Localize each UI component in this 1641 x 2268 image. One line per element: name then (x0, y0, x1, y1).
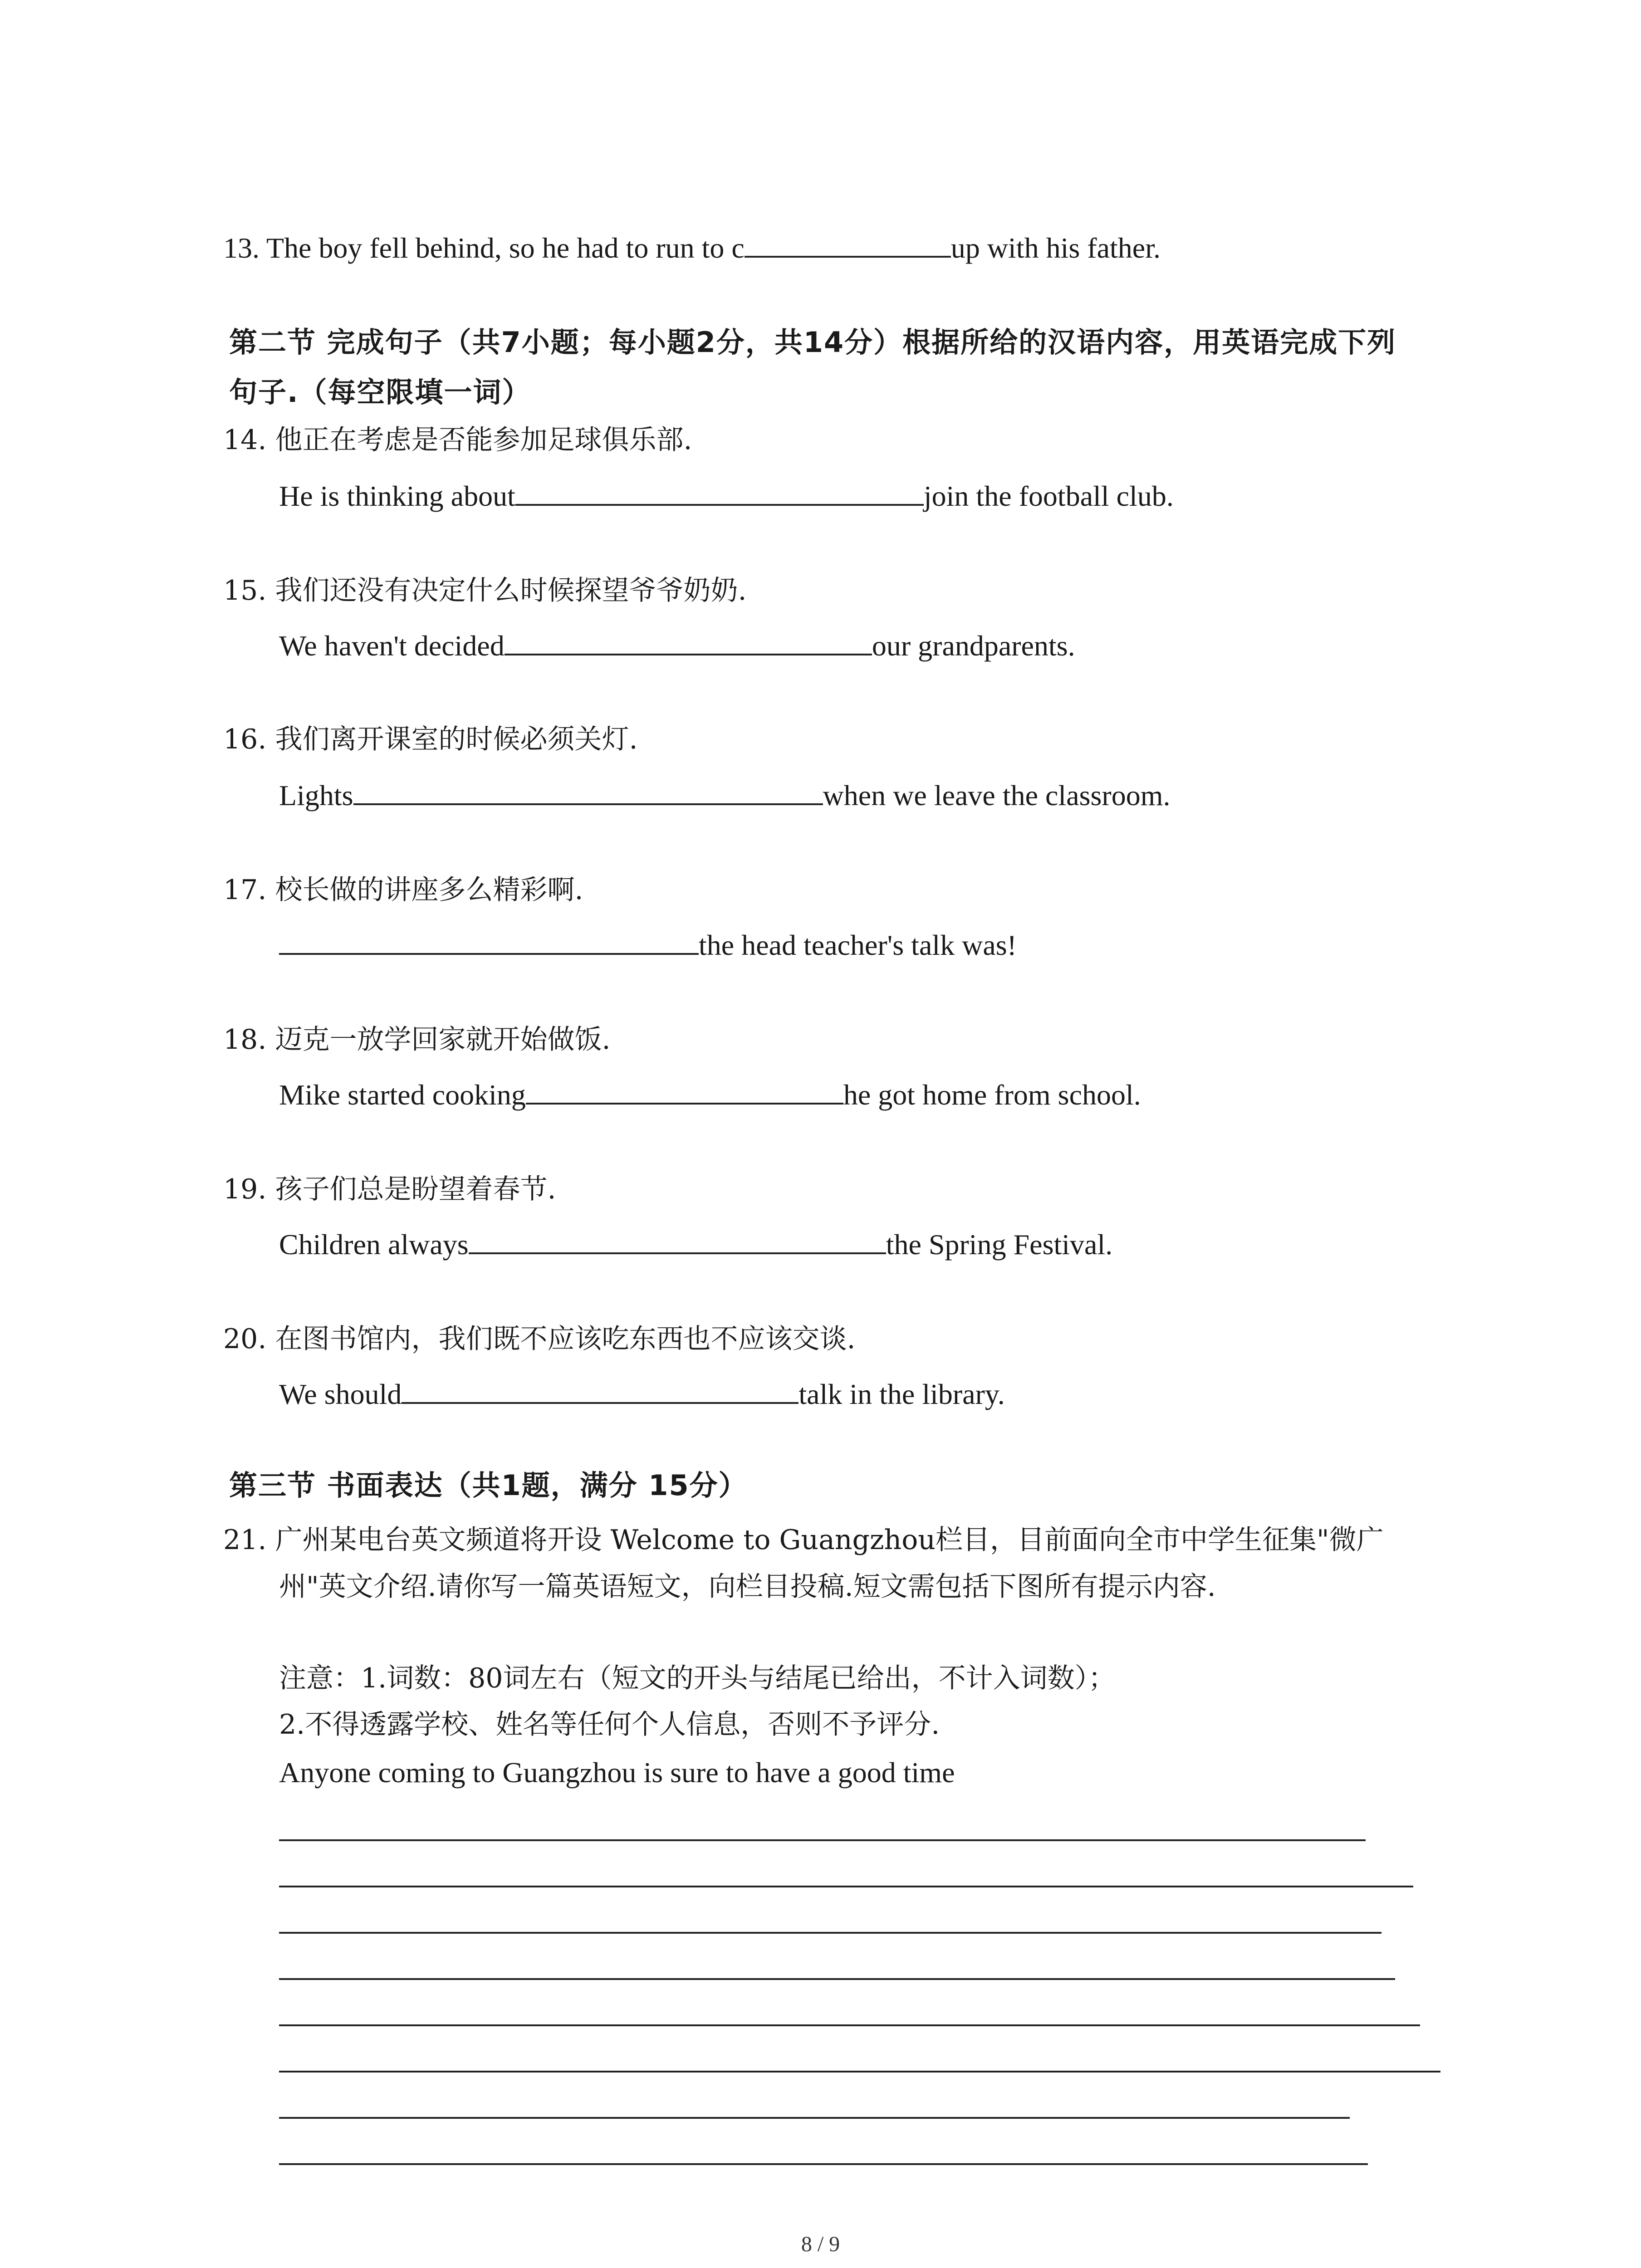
question-text-before: The boy fell behind, so he had to run to c (266, 232, 745, 264)
answer-blank[interactable] (402, 1372, 798, 1404)
question-18-chinese (223, 1022, 611, 1058)
question-number: 15. (223, 575, 267, 606)
question-text-after: up with his father. (950, 232, 1161, 264)
sentence-after: join the football club. (923, 480, 1174, 512)
question-17-chinese (223, 872, 583, 908)
chinese-prompt: 校长做的讲座多么精彩啊. (275, 874, 583, 906)
sentence-before: We should (279, 1378, 402, 1410)
writing-opening-sentence: Anyone coming to Guangzhou is sure to have a good time (279, 1756, 955, 1789)
question-13 (223, 226, 1161, 266)
answer-blank[interactable] (505, 624, 872, 655)
answer-blank[interactable] (515, 474, 924, 506)
sentence-after: he got home from school. (843, 1079, 1141, 1111)
sentence-before: Children always (279, 1228, 469, 1261)
writing-answer-line[interactable] (279, 2024, 1420, 2026)
question-20-chinese (223, 1321, 856, 1357)
question-14-sentence (279, 474, 1174, 514)
chinese-prompt: 孩子们总是盼望着春节. (275, 1173, 556, 1205)
answer-blank[interactable] (526, 1073, 843, 1105)
sentence-after: our grandparents. (872, 630, 1075, 662)
sentence-after: when we leave the classroom. (823, 779, 1171, 811)
writing-answer-line[interactable] (279, 1932, 1381, 1934)
question-number: 14. (223, 424, 267, 456)
chinese-prompt: 迈克一放学回家就开始做饭. (275, 1024, 611, 1056)
question-number: 19. (223, 1173, 267, 1205)
writing-prompt: 广州某电台英文频道将开设 Welcome to Guangzhou栏目，目前面向全市中学生征集"微广 (275, 1524, 1384, 1556)
writing-answer-line[interactable] (279, 1839, 1366, 1841)
question-15-sentence (279, 624, 1075, 664)
question-14-chinese (223, 422, 692, 458)
sentence-after: the Spring Festival. (886, 1228, 1113, 1261)
writing-answer-line[interactable] (279, 1978, 1395, 1980)
sentence-before: Lights (279, 779, 353, 811)
answer-blank[interactable] (279, 923, 699, 955)
writing-answer-line[interactable] (279, 2071, 1440, 2072)
answer-blank[interactable] (745, 226, 951, 258)
sentence-before: Mike started cooking (279, 1079, 526, 1111)
sentence-after: talk in the library. (798, 1378, 1005, 1410)
chinese-prompt: 在图书馆内，我们既不应该吃东西也不应该交谈. (275, 1323, 856, 1355)
question-21-prompt-line-1 (223, 1522, 1384, 1558)
chinese-prompt: 我们还没有决定什么时候探望爷爷奶奶. (275, 575, 747, 606)
writing-answer-line[interactable] (279, 2163, 1368, 2165)
question-20-sentence (279, 1372, 1005, 1413)
writing-note-2: 2.不得透露学校、姓名等任何个人信息，否则不予评分. (279, 1709, 940, 1740)
section-2-heading (229, 318, 1454, 417)
writing-answer-line[interactable] (279, 2117, 1350, 2119)
question-number: 18. (223, 1024, 267, 1056)
question-number: 21. (223, 1524, 267, 1556)
question-17-sentence (279, 923, 1017, 963)
answer-blank[interactable] (353, 773, 823, 805)
section-heading-line: 第二节 完成句子（共7小题；每小题2分，共14分）根据所给的汉语内容，用英语完成下列 (229, 326, 1396, 359)
writing-note-1: 注意：1.词数：80词左右（短文的开头与结尾已给出，不计入词数）； (279, 1662, 1116, 1694)
question-number: 17. (223, 874, 267, 906)
question-number: 16. (223, 723, 267, 755)
chinese-prompt: 他正在考虑是否能参加足球俱乐部. (275, 424, 692, 456)
question-18-sentence (279, 1073, 1141, 1113)
question-16-sentence (279, 773, 1171, 814)
question-19-chinese (223, 1171, 556, 1207)
chinese-prompt: 我们离开课室的时候必须关灯. (275, 723, 638, 755)
question-19-sentence (279, 1222, 1112, 1263)
sentence-before: We haven't decided (279, 630, 505, 662)
question-16-chinese (223, 721, 638, 758)
question-21-prompt-line-2: 州"英文介绍.请你写一篇英语短文，向栏目投稿.短文需包括下图所有提示内容. (279, 1571, 1216, 1603)
page-number: 8 / 9 (801, 2232, 840, 2256)
question-number: 20. (223, 1323, 267, 1355)
sentence-after: the head teacher's talk was! (699, 929, 1017, 961)
question-15-chinese (223, 572, 747, 609)
answer-blank[interactable] (469, 1222, 886, 1254)
section-3-heading: 第三节 书面表达（共1题，满分 15分） (229, 1469, 748, 1502)
writing-answer-line[interactable] (279, 1886, 1413, 1887)
sentence-before: He is thinking about (279, 480, 515, 512)
question-number: 13. (223, 232, 260, 264)
section-heading-line: 句子.（每空限填一词） (229, 376, 531, 409)
